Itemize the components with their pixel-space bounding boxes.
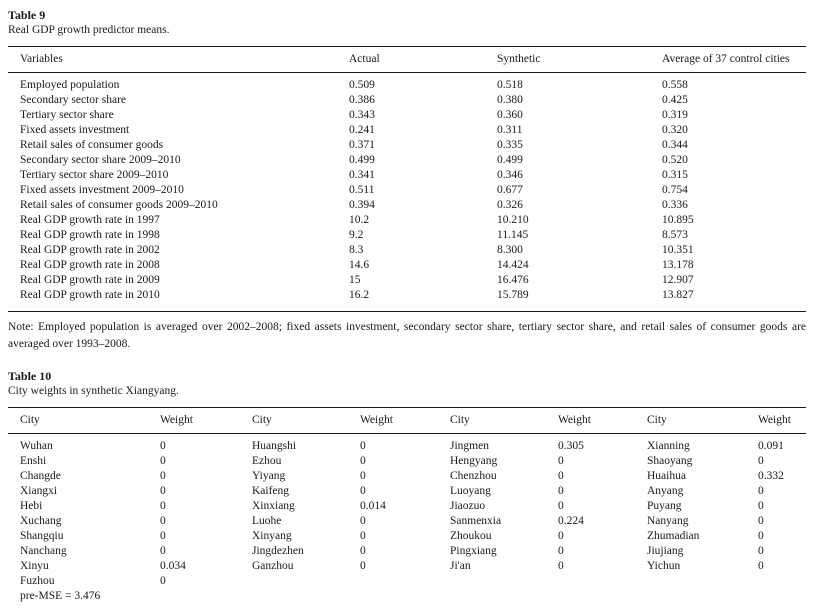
table-cell: Tertiary sector share 2009–2010: [20, 169, 169, 181]
table-cell: 14.424: [497, 259, 529, 271]
table-row: [8, 123, 806, 138]
column-header: City: [8, 408, 160, 434]
table10-caption: City weights in synthetic Xiangyang.: [8, 385, 179, 397]
table-cell: 0.336: [662, 199, 688, 211]
column-header: City: [450, 408, 558, 434]
table-cell: 0.326: [497, 199, 523, 211]
table-cell: Jingmen: [450, 440, 489, 452]
table-cell: 0: [160, 545, 166, 557]
table-cell: 12.907: [662, 274, 694, 286]
column-header: Variables: [8, 47, 349, 73]
column-header: Weight: [558, 408, 647, 434]
table-cell: 0.034: [160, 560, 186, 572]
column-header: Weight: [360, 408, 450, 434]
table-cell: Secondary sector share 2009–2010: [20, 154, 181, 166]
table-row: [8, 243, 806, 258]
table10-title: Table 10: [8, 369, 52, 383]
table-cell: Pingxiang: [450, 545, 497, 557]
table-row: [8, 454, 806, 469]
table-cell: 0: [160, 575, 166, 587]
table-cell: 13.827: [662, 289, 694, 301]
table-cell: Real GDP growth rate in 1998: [20, 229, 160, 241]
table-cell: Real GDP growth rate in 1997: [20, 214, 160, 226]
table-cell: 0: [758, 560, 764, 572]
table-cell: 0.315: [662, 169, 688, 181]
column-header: Average of 37 control cities: [662, 47, 806, 73]
table-cell: Yichun: [647, 560, 681, 572]
table9-section: [8, 8, 806, 352]
table-cell: 0.332: [758, 470, 784, 482]
table-cell: Nanyang: [647, 515, 689, 527]
table-cell: 0.305: [558, 440, 584, 452]
table-cell: Nanchang: [20, 545, 67, 557]
table-row: [8, 529, 806, 544]
table-cell: Wuhan: [20, 440, 53, 452]
table-cell: Fixed assets investment 2009–2010: [20, 184, 184, 196]
table-cell: 0: [360, 455, 366, 467]
table-row: [8, 258, 806, 273]
table-cell: 0: [360, 470, 366, 482]
table-cell: 0.520: [662, 154, 688, 166]
column-header: Weight: [758, 408, 806, 434]
table-cell: Shangqiu: [20, 530, 64, 542]
table-cell: 0.320: [662, 124, 688, 136]
table-row: [8, 73, 806, 94]
table-cell: Enshi: [20, 455, 47, 467]
table9-frame: [8, 46, 806, 312]
table-cell: 0: [758, 500, 764, 512]
table-cell: Sanmenxia: [450, 515, 502, 527]
column-header: City: [252, 408, 360, 434]
table-cell: Fuzhou: [20, 575, 55, 587]
table-cell: 0.343: [349, 109, 375, 121]
table-cell: 0: [558, 500, 564, 512]
table-cell: Yiyang: [252, 470, 286, 482]
table-cell: 0: [360, 515, 366, 527]
table-cell: 0: [558, 470, 564, 482]
table-row: [8, 514, 806, 529]
table-cell: Real GDP growth rate in 2010: [20, 289, 160, 301]
table-row: [8, 574, 806, 589]
table-cell: Changde: [20, 470, 61, 482]
table-cell: 0.499: [349, 154, 375, 166]
table-cell: Jiaozuo: [450, 500, 486, 512]
table-cell: Retail sales of consumer goods: [20, 139, 164, 151]
table-cell: Shaoyang: [647, 455, 693, 467]
table-cell: Luoyang: [450, 485, 491, 497]
table-cell: 8.573: [662, 229, 688, 241]
table-cell: Ezhou: [252, 455, 282, 467]
table-cell: 14.6: [349, 259, 370, 271]
table-cell: 0: [160, 470, 166, 482]
table-cell: 0: [558, 560, 564, 572]
table10-section: [8, 369, 806, 609]
table-cell: 16.2: [349, 289, 370, 301]
table-cell: 15.789: [497, 289, 529, 301]
table-row: [8, 183, 806, 198]
table-cell: 0: [360, 545, 366, 557]
table10-body: [8, 434, 806, 590]
table-cell: 0.346: [497, 169, 523, 181]
table-cell: 0.380: [497, 94, 523, 106]
table10-header-row: [8, 408, 806, 434]
table-cell: Ganzhou: [252, 560, 294, 572]
table-cell: 10.351: [662, 244, 694, 256]
table-cell: 8.300: [497, 244, 523, 256]
table-row: [8, 228, 806, 243]
table-cell: Huangshi: [252, 440, 297, 452]
table-cell: 0: [160, 455, 166, 467]
table-cell: 0.394: [349, 199, 375, 211]
table-row: [8, 138, 806, 153]
table-cell: 0.014: [360, 500, 386, 512]
table-cell: 0: [758, 530, 764, 542]
table-cell: [758, 574, 806, 589]
table-cell: 0: [758, 455, 764, 467]
table-cell: Luohe: [252, 515, 282, 527]
table-cell: 0: [160, 515, 166, 527]
table-cell: 0: [360, 560, 366, 572]
table-row: [8, 288, 806, 311]
table-cell: Kaifeng: [252, 485, 290, 497]
table-cell: Puyang: [647, 500, 682, 512]
table9-caption: Real GDP growth predictor means.: [8, 24, 170, 36]
table-cell: Secondary sector share: [20, 94, 127, 106]
table-cell: 0.425: [662, 94, 688, 106]
column-header: Synthetic: [497, 47, 662, 73]
table-cell: 0: [360, 485, 366, 497]
table-cell: Hebi: [20, 500, 43, 512]
table-cell: 13.178: [662, 259, 694, 271]
table-cell: [558, 574, 647, 589]
table-row: [8, 198, 806, 213]
column-header: Weight: [160, 408, 252, 434]
table-cell: 0: [558, 545, 564, 557]
table-cell: 0.677: [497, 184, 523, 196]
table-cell: 0: [160, 485, 166, 497]
table-cell: Hengyang: [450, 455, 498, 467]
table9: [8, 47, 806, 311]
table-cell: 16.476: [497, 274, 529, 286]
table-row: [8, 544, 806, 559]
table-cell: Ji'an: [450, 560, 471, 572]
table-row: [8, 499, 806, 514]
table-cell: 0: [758, 485, 764, 497]
table-row: [8, 213, 806, 228]
table-cell: 8.3: [349, 244, 364, 256]
table-cell: Fixed assets investment: [20, 124, 130, 136]
table9-body: [8, 73, 806, 312]
table-row: [8, 168, 806, 183]
table-cell: 0.511: [349, 184, 375, 196]
table-cell: [252, 574, 360, 589]
table-cell: 10.2: [349, 214, 370, 226]
table-cell: Tertiary sector share: [20, 109, 114, 121]
table-cell: 0: [360, 440, 366, 452]
column-header: City: [647, 408, 758, 434]
table-row: [8, 273, 806, 288]
table-cell: [450, 574, 558, 589]
table-cell: 0: [758, 545, 764, 557]
table-cell: Zhumadian: [647, 530, 700, 542]
table-cell: 0: [160, 500, 166, 512]
table-cell: 0.091: [758, 440, 784, 452]
table-cell: 9.2: [349, 229, 364, 241]
table-cell: 0: [160, 530, 166, 542]
table-cell: 0: [758, 515, 764, 527]
table-cell: Anyang: [647, 485, 684, 497]
table10-pre-mse: pre-MSE = 3.476: [20, 590, 101, 602]
table-cell: 0.224: [558, 515, 584, 527]
table10: [8, 408, 806, 589]
table-cell: Zhoukou: [450, 530, 492, 542]
table-cell: Real GDP growth rate in 2008: [20, 259, 160, 271]
table-cell: 0.509: [349, 79, 375, 91]
table-cell: 0: [558, 530, 564, 542]
table-cell: Employed population: [20, 79, 120, 91]
table-cell: 0.518: [497, 79, 523, 91]
table9-note: Note: Employed population is averaged over 2002–2008; fixed assets investment, secondary sector share, tertiary sector share, and retail sales of consumer goods are averaged over 1993–2008.: [8, 321, 806, 350]
table-row: [8, 484, 806, 499]
table-cell: 15: [349, 274, 361, 286]
table-cell: Jingdezhen: [252, 545, 304, 557]
table-cell: 10.210: [497, 214, 529, 226]
table-cell: 0.499: [497, 154, 523, 166]
table-cell: 10.895: [662, 214, 694, 226]
table-cell: 0.335: [497, 139, 523, 151]
table-cell: 0.341: [349, 169, 375, 181]
table-cell: 0: [558, 455, 564, 467]
table-row: [8, 153, 806, 168]
table-cell: [647, 574, 758, 589]
table-cell: 0.241: [349, 124, 375, 136]
table-cell: 0.558: [662, 79, 688, 91]
table-cell: Real GDP growth rate in 2002: [20, 244, 160, 256]
table-cell: 0.319: [662, 109, 688, 121]
table-cell: 0.311: [497, 124, 523, 136]
table10-frame: [8, 407, 806, 609]
table-cell: [360, 574, 450, 589]
table-cell: Xiangxi: [20, 485, 58, 497]
table-cell: 11.145: [497, 229, 529, 241]
table-cell: 0.344: [662, 139, 688, 151]
table-cell: Jiujiang: [647, 545, 684, 557]
table-cell: 0: [558, 485, 564, 497]
table-cell: Retail sales of consumer goods 2009–2010: [20, 199, 218, 211]
table-cell: Real GDP growth rate in 2009: [20, 274, 160, 286]
table9-header-row: [8, 47, 806, 73]
table-cell: 0: [160, 440, 166, 452]
table-cell: 0.386: [349, 94, 375, 106]
table-cell: 0.371: [349, 139, 375, 151]
table-row: [8, 93, 806, 108]
table-cell: 0.360: [497, 109, 523, 121]
table-cell: 0: [360, 530, 366, 542]
table-row: [8, 469, 806, 484]
table-cell: Xianning: [647, 440, 690, 452]
table-cell: 0.754: [662, 184, 688, 196]
table-cell: Xuchang: [20, 515, 62, 527]
table-cell: Xinyu: [20, 560, 49, 572]
table9-title: Table 9: [8, 8, 46, 22]
table-cell: Xinyang: [252, 530, 292, 542]
table-cell: Chenzhou: [450, 470, 497, 482]
table-row: [8, 108, 806, 123]
table-row: [8, 559, 806, 574]
table-row: [8, 434, 806, 455]
table-cell: Huaihua: [647, 470, 686, 482]
column-header: Actual: [349, 47, 497, 73]
table-cell: Xinxiang: [252, 500, 295, 512]
